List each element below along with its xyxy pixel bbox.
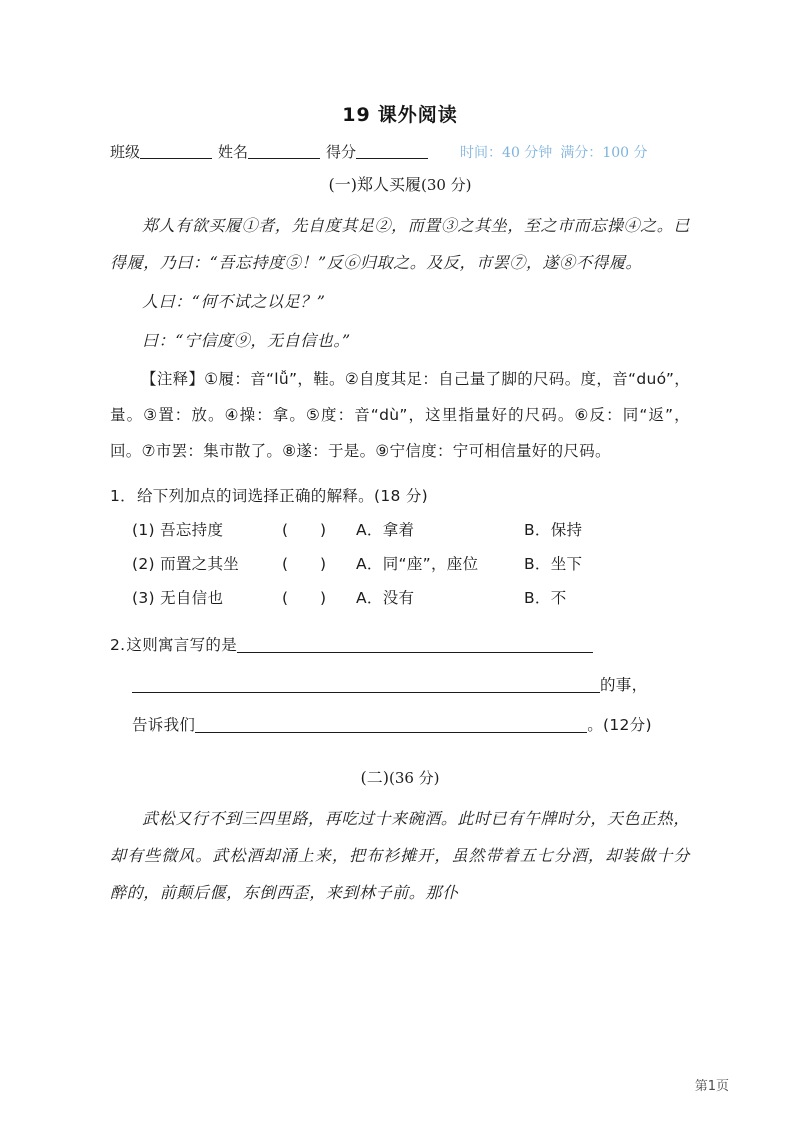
question-1-item-2: [110, 547, 690, 581]
question-2-text-part1: 这则寓言写的是: [126, 636, 237, 654]
time-label: 时间：: [460, 145, 503, 161]
section-one-heading: [110, 172, 690, 195]
passage-one-notes: 【注释】①履：音“lǚ”，鞋。②自度其足：自己量了脚的尺码。度，音“duó”，量。③置：放。④操：拿。⑤度：音“dù”，这里指量好的尺码。⑥反：同“返”，回。⑦市罢：集市散了。⑧遂：于是。⑨宁信度：宁可相信量好的尺码。: [110, 370, 690, 460]
page-title: [110, 100, 690, 127]
choice-stem: (1) 吾忘持度: [132, 521, 224, 539]
passage-two-para-1: 武松又行不到三四里路，再吃过十来碗酒。此时已有午牌时分，天色正热，却有些微风。武松酒却涌上来，把布衫摊开，虽然带着五七分酒，却装做十分醉的，前颠后偃，东倒西歪，来到林子前。那仆: [110, 809, 690, 902]
field-name-label: 姓名: [218, 143, 249, 161]
section-two-heading: [110, 765, 690, 788]
passage-one-para-2: 人曰：“何不试之以足？”: [142, 292, 326, 311]
page-title-text: 课外阅读: [377, 104, 458, 126]
field-score-blank[interactable]: [356, 158, 428, 159]
field-class-blank[interactable]: [140, 158, 212, 159]
field-score-label: 得分: [326, 143, 357, 161]
field-score: [326, 141, 428, 162]
choice-option-b[interactable]: B．不: [524, 589, 567, 607]
time-value: 40 分钟: [502, 145, 553, 161]
question-2-blank-1[interactable]: [237, 652, 593, 653]
question-2-text-part3: 告诉我们: [132, 716, 196, 734]
passage-one-para-1: 郑人有欲买履①者，先自度其足②，而置③之其坐，至之市而忘操④之。已得履，乃曰：“吾忘持度⑤！”反⑥归取之。及反，市罢⑦，遂⑧不得履。: [110, 216, 690, 272]
field-name: [218, 141, 320, 162]
total-value: 100 分: [602, 145, 648, 161]
answer-blank[interactable]: ( ): [282, 589, 327, 607]
section-one-title: (一)郑人买履: [328, 175, 421, 194]
page-content: [110, 100, 690, 913]
answer-blank[interactable]: ( ): [282, 555, 327, 573]
choice-option-b[interactable]: B．坐下: [524, 555, 583, 573]
question-2-blank-2[interactable]: [132, 692, 600, 693]
student-info-row: [110, 141, 690, 162]
question-1-score: (18 分): [373, 487, 429, 505]
question-2-blank-3[interactable]: [195, 732, 587, 733]
question-2-line-2: [110, 665, 690, 705]
question-1-item-3: [110, 581, 690, 615]
total-label: 满分：: [560, 145, 603, 161]
exam-meta: [460, 142, 647, 162]
choice-option-a[interactable]: A．拿着: [356, 521, 415, 539]
field-class-label: 班级: [110, 143, 141, 161]
choice-option-a[interactable]: A．同“座”，座位: [356, 555, 479, 573]
question-2-score: (12分): [603, 716, 652, 734]
answer-blank[interactable]: ( ): [282, 521, 327, 539]
field-name-blank[interactable]: [248, 158, 320, 159]
page-title-number: 19: [342, 104, 371, 126]
choice-stem: (3) 无自信也: [132, 589, 224, 607]
question-2-text-part4: 。: [587, 716, 604, 734]
question-1-number: 1．: [110, 487, 136, 505]
section-two-title: (二): [360, 768, 389, 787]
choice-option-a[interactable]: A．没有: [356, 589, 415, 607]
section-two-score: (36 分): [388, 769, 440, 787]
question-2-number: 2.: [110, 636, 126, 654]
question-1-prompt: [110, 479, 690, 513]
question-2-text-part2: 的事，: [600, 676, 648, 694]
page-footer: 第1页: [694, 1079, 729, 1094]
passage-one-para-3: 曰：“宁信度⑨，无自信也。”: [142, 331, 351, 350]
field-class: [110, 141, 212, 162]
question-1-text: 给下列加点的词选择正确的解释。: [136, 487, 374, 505]
choice-option-b[interactable]: B．保持: [524, 521, 583, 539]
question-1-item-1: [110, 513, 690, 547]
question-2-line-3: [110, 705, 690, 745]
question-2-line-1: [110, 625, 690, 665]
choice-stem: (2) 而置之其坐: [132, 555, 240, 573]
section-one-score: (30 分): [420, 176, 472, 194]
